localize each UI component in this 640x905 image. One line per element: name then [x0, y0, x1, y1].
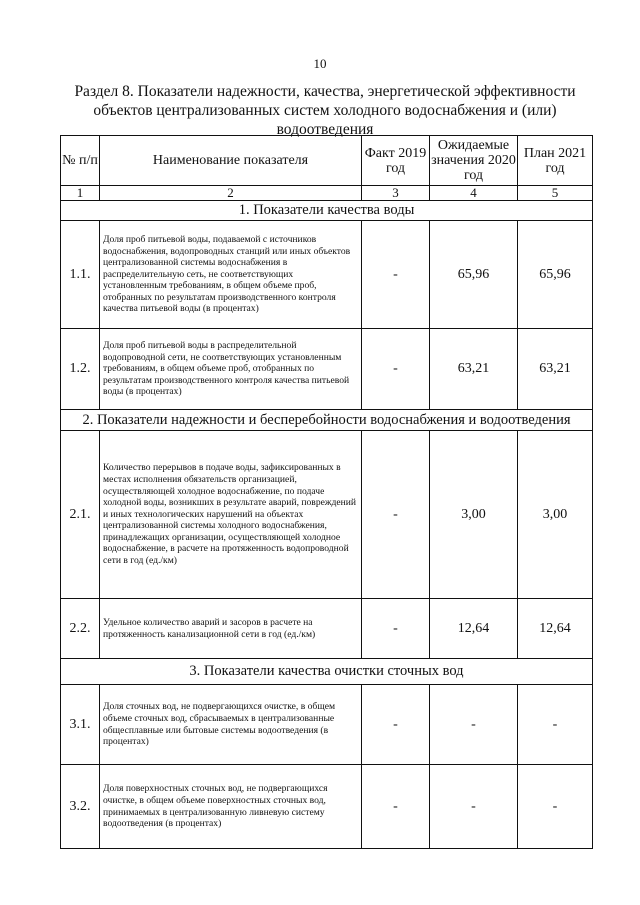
indicator-name: Доля поверхностных сточных вод, не подвергающихся очистке, в общем объеме поверхностных сточных вод, принимаемых в централизованную ливневую систему водоотведения (в процентах)	[100, 765, 362, 849]
group-title: 1. Показатели качества воды	[61, 201, 593, 221]
table-row	[61, 329, 593, 410]
fact-value: -	[362, 329, 430, 410]
header-plan: План 2021 год	[518, 136, 593, 186]
header-expected: Ожидаемые значения 2020 год	[430, 136, 518, 186]
plan-value: 3,00	[518, 431, 593, 599]
header-fact: Факт 2019 год	[362, 136, 430, 186]
fact-value: -	[362, 431, 430, 599]
row-number: 1.2.	[61, 329, 100, 410]
column-index-row	[61, 186, 593, 201]
fact-value: -	[362, 765, 430, 849]
indicator-name: Доля проб питьевой воды в распределительной водопроводной сети, не соответствующих установленным требованиям, в общем объеме проб, отобранных по результатам производственного контроля качества питьевой воды (в процентах)	[100, 329, 362, 410]
section-title: Раздел 8. Показатели надежности, качества, энергетической эффективности объектов централизованных систем холодного водоснабжения и (или) водоотведения	[74, 83, 576, 138]
fact-value: -	[362, 685, 430, 765]
col-index: 1	[61, 186, 100, 201]
col-index: 5	[518, 186, 593, 201]
expected-value: 12,64	[430, 599, 518, 659]
indicator-name: Доля сточных вод, не подвергающихся очистке, в общем объеме сточных вод, сбрасываемых в централизованные общесплавные или бытовые системы водоотведения (в процентах)	[100, 685, 362, 765]
col-index: 3	[362, 186, 430, 201]
table-row	[61, 765, 593, 849]
col-index: 2	[100, 186, 362, 201]
group-row	[61, 201, 593, 221]
fact-value: -	[362, 599, 430, 659]
row-number: 2.2.	[61, 599, 100, 659]
page-number: 10	[313, 56, 327, 71]
table-row	[61, 599, 593, 659]
header-row	[61, 136, 593, 186]
expected-value: 3,00	[430, 431, 518, 599]
indicator-name: Удельное количество аварий и засоров в расчете на протяженность канализационной сети в год (ед./км)	[100, 599, 362, 659]
table-row	[61, 221, 593, 329]
expected-value: 63,21	[430, 329, 518, 410]
plan-value: 12,64	[518, 599, 593, 659]
row-number: 2.1.	[61, 431, 100, 599]
expected-value: 65,96	[430, 221, 518, 329]
group-title: 2. Показатели надежности и бесперебойности водоснабжения и водоотведения	[61, 410, 593, 431]
row-number: 3.1.	[61, 685, 100, 765]
indicator-name: Количество перерывов в подаче воды, зафиксированных в местах исполнения обязательств организацией, осуществляющей холодное водоснабжение, по подаче холодной воды, возникших в результате аварий, повреждений и иных технологических нарушений на объектах централизованной системы холодного водоснабжения, принадлежащих организации, осуществляющей холодное водоснабжение, в расчете на протяженность водопроводной сети в год (ед./км)	[100, 431, 362, 599]
group-row	[61, 410, 593, 431]
plan-value: -	[518, 685, 593, 765]
header-num: № п/п	[61, 136, 100, 186]
col-index: 4	[430, 186, 518, 201]
fact-value: -	[362, 221, 430, 329]
plan-value: -	[518, 765, 593, 849]
expected-value: -	[430, 685, 518, 765]
indicator-name: Доля проб питьевой воды, подаваемой с источников водоснабжения, водопроводных станций или иных объектов централизованной системы водоснабжения в распределительную сеть, не соответствующих установленным требованиям, в общем объеме проб, отобранных по результатам производственного контроля качества питьевой воды (в процентах)	[100, 221, 362, 329]
group-title: 3. Показатели качества очистки сточных вод	[61, 659, 593, 685]
header-name: Наименование показателя	[100, 136, 362, 186]
plan-value: 65,96	[518, 221, 593, 329]
plan-value: 63,21	[518, 329, 593, 410]
table-row	[61, 431, 593, 599]
row-number: 3.2.	[61, 765, 100, 849]
indicators-table	[60, 135, 593, 849]
expected-value: -	[430, 765, 518, 849]
row-number: 1.1.	[61, 221, 100, 329]
group-row	[61, 659, 593, 685]
table-row	[61, 685, 593, 765]
